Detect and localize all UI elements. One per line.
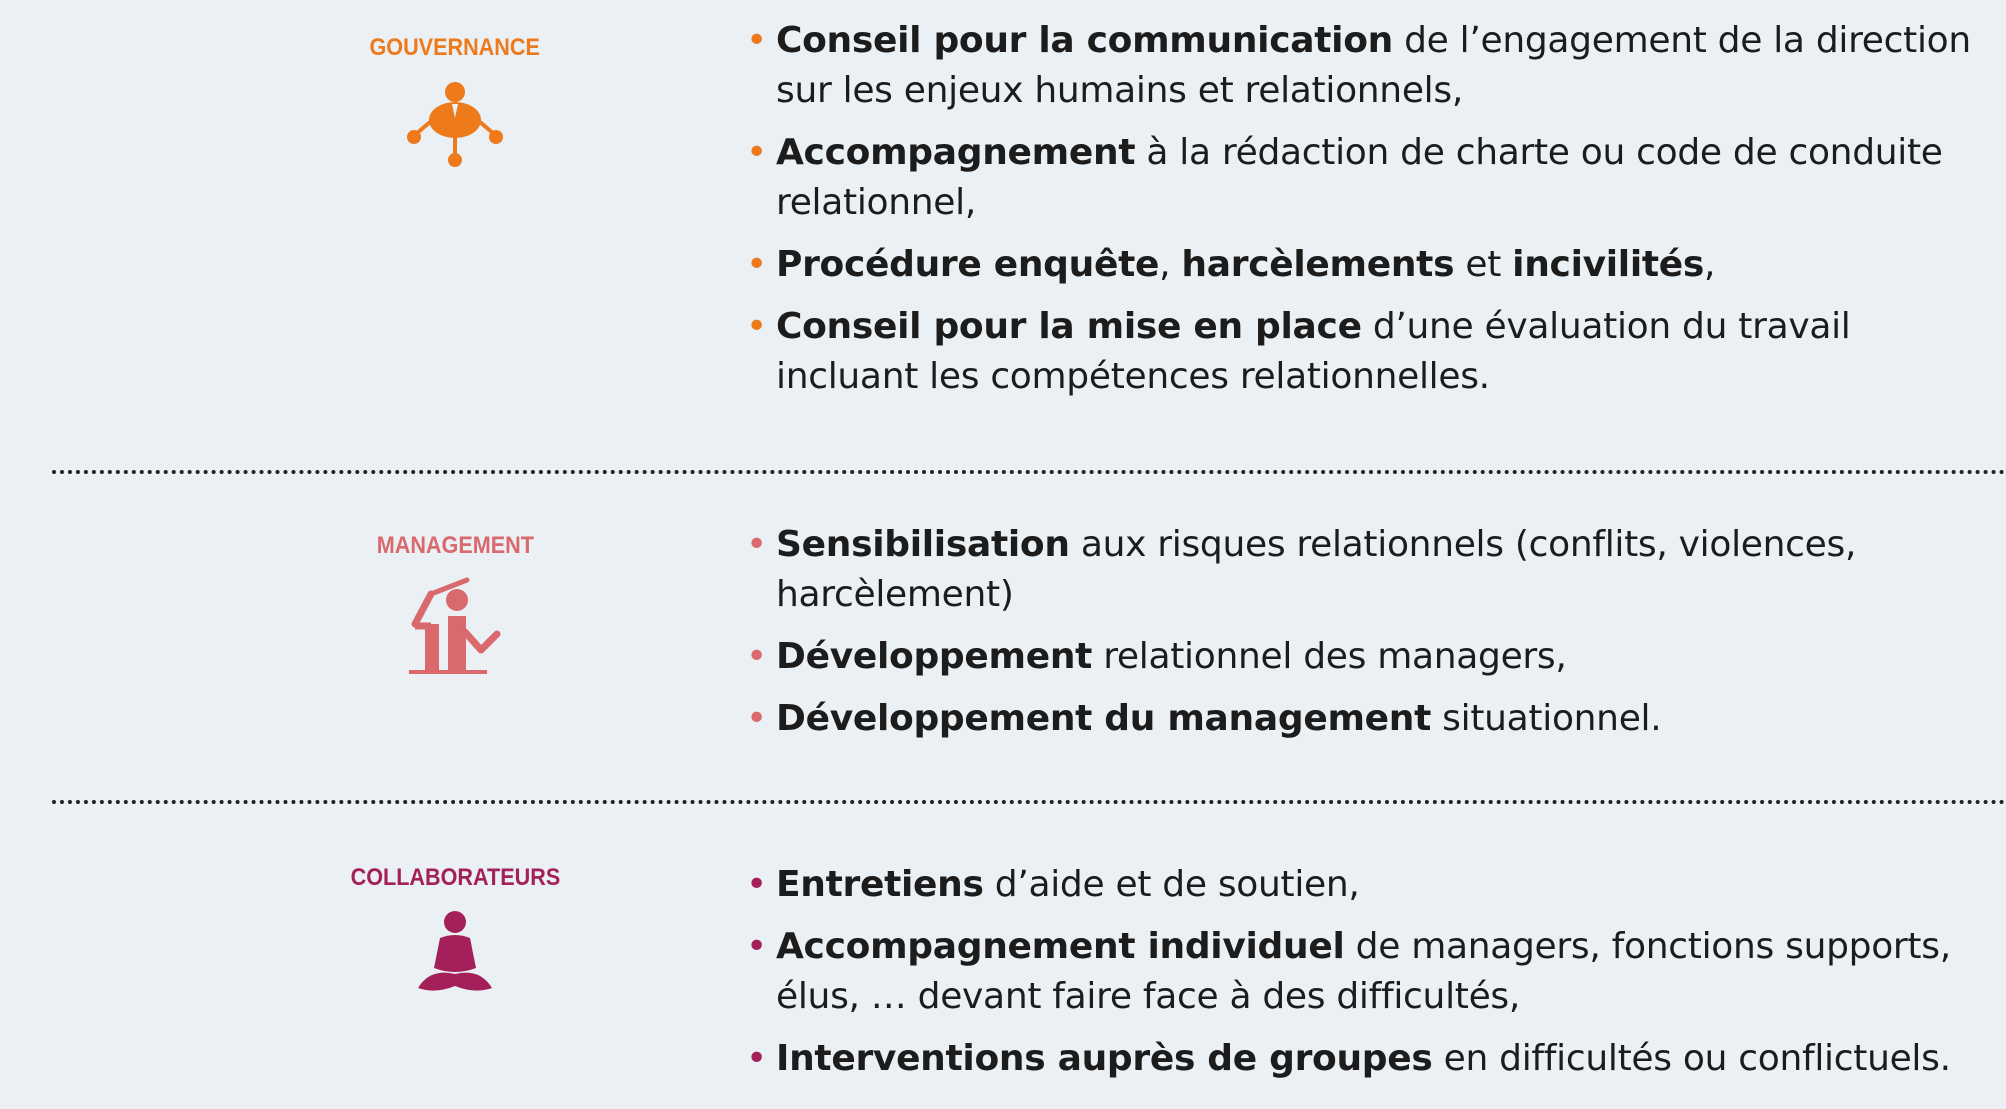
item-text: relationnel des managers, bbox=[1092, 636, 1567, 677]
management-list bbox=[742, 520, 1982, 756]
label-column bbox=[300, 34, 610, 176]
item-emphasis-text: Conseil pour la communication bbox=[776, 20, 1393, 61]
label-column bbox=[300, 532, 610, 682]
item-text: de l’engagement de la direction sur les enjeux humains et relationnels, bbox=[776, 20, 1971, 111]
bullet-icon: • bbox=[746, 244, 767, 285]
list-item bbox=[742, 632, 1982, 682]
bullet-icon: • bbox=[746, 926, 767, 967]
list-item bbox=[742, 302, 1982, 402]
item-emphasis-text: Interventions auprès de groupes bbox=[776, 1038, 1433, 1079]
item-emphasis-text: Procédure enquête bbox=[776, 244, 1160, 285]
item-emphasis-text: Sensibilisation bbox=[776, 524, 1070, 565]
list-item bbox=[742, 694, 1982, 744]
item-text: à la rédaction de charte ou code de conduite relationnel, bbox=[776, 132, 1943, 223]
bullet-icon: • bbox=[746, 20, 767, 61]
item-text: en difficultés ou conflictuels. bbox=[1432, 1038, 1951, 1079]
bullet-icon: • bbox=[746, 306, 767, 347]
list-item bbox=[742, 1034, 1982, 1084]
list-item bbox=[742, 922, 1982, 1022]
list-item bbox=[742, 240, 1982, 290]
list-item bbox=[742, 860, 1982, 910]
item-text: d’aide et de soutien, bbox=[983, 864, 1360, 905]
item-text: de managers, fonctions supports, élus, … devant faire face à des difficultés, bbox=[776, 926, 1951, 1017]
item-emphasis-text: Entretiens bbox=[776, 864, 984, 905]
list-item bbox=[742, 16, 1982, 116]
item-emphasis-text: Développement bbox=[776, 636, 1093, 677]
presenter-icon bbox=[395, 572, 515, 682]
bullet-icon: • bbox=[746, 1038, 767, 1079]
item-emphasis-text: Accompagnement individuel bbox=[776, 926, 1345, 967]
item-text: , bbox=[1159, 244, 1182, 285]
item-emphasis-text: Développement du management bbox=[776, 698, 1432, 739]
item-text: d’une évaluation du travail incluant les compétences relationnelles. bbox=[776, 306, 1851, 397]
item-text: situationnel. bbox=[1431, 698, 1662, 739]
bullet-icon: • bbox=[746, 132, 767, 173]
section-title: MANAGEMENT bbox=[376, 532, 534, 559]
collaborateurs-list bbox=[742, 860, 1982, 1096]
list-item bbox=[742, 128, 1982, 228]
item-emphasis-text: Accompagnement bbox=[776, 132, 1136, 173]
item-emphasis-text: incivilités bbox=[1512, 244, 1705, 285]
section-divider bbox=[52, 800, 2006, 804]
meditation-icon bbox=[410, 906, 500, 1002]
bullet-icon: • bbox=[746, 698, 767, 739]
item-text: et bbox=[1454, 244, 1513, 285]
list-item bbox=[742, 520, 1982, 620]
section-title: COLLABORATEURS bbox=[350, 864, 560, 891]
label-column bbox=[300, 864, 610, 1002]
network-person-icon bbox=[400, 76, 510, 176]
bullet-icon: • bbox=[746, 524, 767, 565]
item-emphasis-text: Conseil pour la mise en place bbox=[776, 306, 1362, 347]
bullet-icon: • bbox=[746, 636, 767, 677]
section-title: GOUVERNANCE bbox=[369, 34, 541, 61]
section-divider bbox=[52, 470, 2006, 474]
item-emphasis-text: harcèlements bbox=[1181, 244, 1455, 285]
item-text: , bbox=[1704, 244, 1716, 285]
item-text: aux risques relationnels (conflits, violences, harcèlement) bbox=[776, 524, 1857, 615]
gouvernance-list bbox=[742, 16, 1982, 414]
bullet-icon: • bbox=[746, 864, 767, 905]
